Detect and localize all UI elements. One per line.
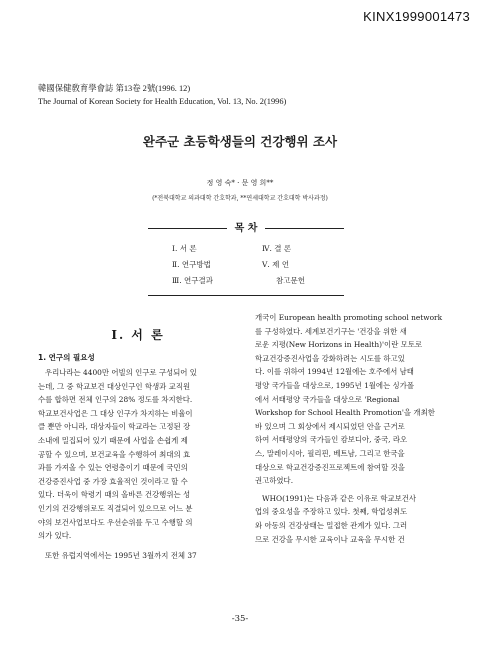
toc-left-column: [172, 241, 213, 289]
text-line: 와 아동의 건강상태는 밀접한 관계가 있다. 그러: [255, 520, 408, 530]
toc-title: 목 차: [227, 223, 266, 234]
text-line: 다. 이를 위하여 1994년 12월에는 호주에서 남태: [255, 367, 414, 377]
text-line: 에서 서태평양 국가들을 대상으로 'Regional: [255, 394, 400, 404]
text-line: 바 있으며 그 회상에서 제시되었던 안을 근거로: [255, 421, 405, 431]
text-line: 우리나라는 4400만 어빌의 인구로 구성되어 있: [45, 368, 197, 377]
text-line: 므로 건강을 무시한 교육이나 교육을 무시한 건: [255, 534, 405, 544]
subsection-heading: 1. 연구의 필요성: [38, 353, 95, 362]
toc-item: Ⅰ. 서 론: [172, 244, 197, 253]
text-line: 는데, 그 중 학교보건 대상인구인 학생과 교직원: [38, 381, 191, 391]
toc-item: Ⅳ. 결 론: [262, 244, 292, 253]
document-id: KINX1999001473: [363, 9, 470, 24]
journal-name-english: The Journal of Korean Society for Health Education, Vol. 13, No. 2(1996): [38, 97, 287, 106]
text-line: 를 구성하였다. 세계보건기구는 '건강을 위한 새: [255, 326, 407, 336]
text-line: 개국이 European health promoting school network: [255, 313, 443, 322]
journal-header: [38, 82, 458, 108]
toc-item: Ⅴ. 제 언: [262, 260, 290, 269]
article-authors: 정 영 숙* · 문 영 희**: [206, 179, 274, 187]
article-title: 완주군 초등학생들의 건강행위 조사: [142, 134, 338, 149]
text-line: 인기의 건강행위로도 직결되어 있으므로 어느 분: [38, 503, 193, 513]
toc-item: 참고문헌: [276, 276, 305, 285]
text-line: 건강증진사업 중 가장 효율적인 것이라고 할 수: [38, 476, 188, 486]
right-text-column: [255, 311, 457, 546]
text-line: 클 뿐만 아니라, 대상자들이 학교라는 고정된 장: [38, 422, 191, 432]
text-line: Workshop for School Health Promotion'을 개최한: [255, 408, 435, 418]
left-text-column: [38, 366, 238, 562]
text-line: 수를 합하면 전체 인구의 28% 정도를 차지한다.: [38, 395, 193, 405]
text-line: 학교건강증진사업을 강화하려는 시도를 하고있: [255, 353, 405, 363]
text-line: 업의 중요성을 주장하고 있다. 첫째, 학업성취도: [255, 507, 408, 517]
text-line: 평양 국가들을 대상으로, 1995년 1월에는 싱가폴: [255, 380, 414, 390]
table-of-contents: [148, 223, 344, 296]
author-affiliation: (*전북대학교 의과대학 간호학과, **연세대학교 간호대학 박사과정): [152, 195, 328, 202]
text-line: WHO(1991)는 다음과 같은 이유로 학교보건사: [262, 493, 417, 503]
text-line: 하여 서태평양의 국가들인 캄보디아, 중국, 라오: [255, 435, 408, 445]
text-line: 공할 수 있으며, 보건교육을 수행하여 최대의 효: [38, 449, 191, 459]
toc-item: Ⅱ. 연구방법: [172, 260, 211, 269]
text-line: 스, 말레이시아, 필리핀, 베트남, 그리고 한국을: [255, 448, 405, 458]
section-heading: Ⅰ. 서 론: [111, 328, 165, 342]
text-line: 대상으로 학교건강증진프로젝트에 참여할 것을: [255, 462, 405, 472]
text-line: 권고하였다.: [255, 476, 294, 486]
text-line: 로운 지평(New Horizons in Health)'이란 모토로: [255, 340, 423, 350]
text-line: 과를 가져올 수 있는 연령층이기 때문에 국민의: [38, 463, 188, 473]
toc-item: Ⅲ. 연구결과: [172, 276, 213, 285]
text-line: 학교보건사업은 그 대상 인구가 차지하는 비율이: [38, 408, 193, 418]
text-line: 의가 있다.: [38, 531, 72, 541]
text-line: 있다. 더욱이 학령기 때의 올바른 건강행위는 성: [38, 490, 191, 500]
journal-name-korean: 韓國保健敎育學會誌 第13卷 2號(1996. 12): [38, 84, 191, 93]
text-line: 소내에 밀집되어 있기 때문에 사업을 손쉽게 제: [38, 435, 188, 445]
text-line: 또한 유럽지역에서는 1995년 3월까지 전체 37: [45, 550, 197, 560]
toc-right-column: [262, 241, 305, 289]
page-number: -35-: [231, 614, 249, 624]
text-line: 야의 보건사업보다도 우선순위를 두고 수행할 의: [38, 517, 193, 527]
